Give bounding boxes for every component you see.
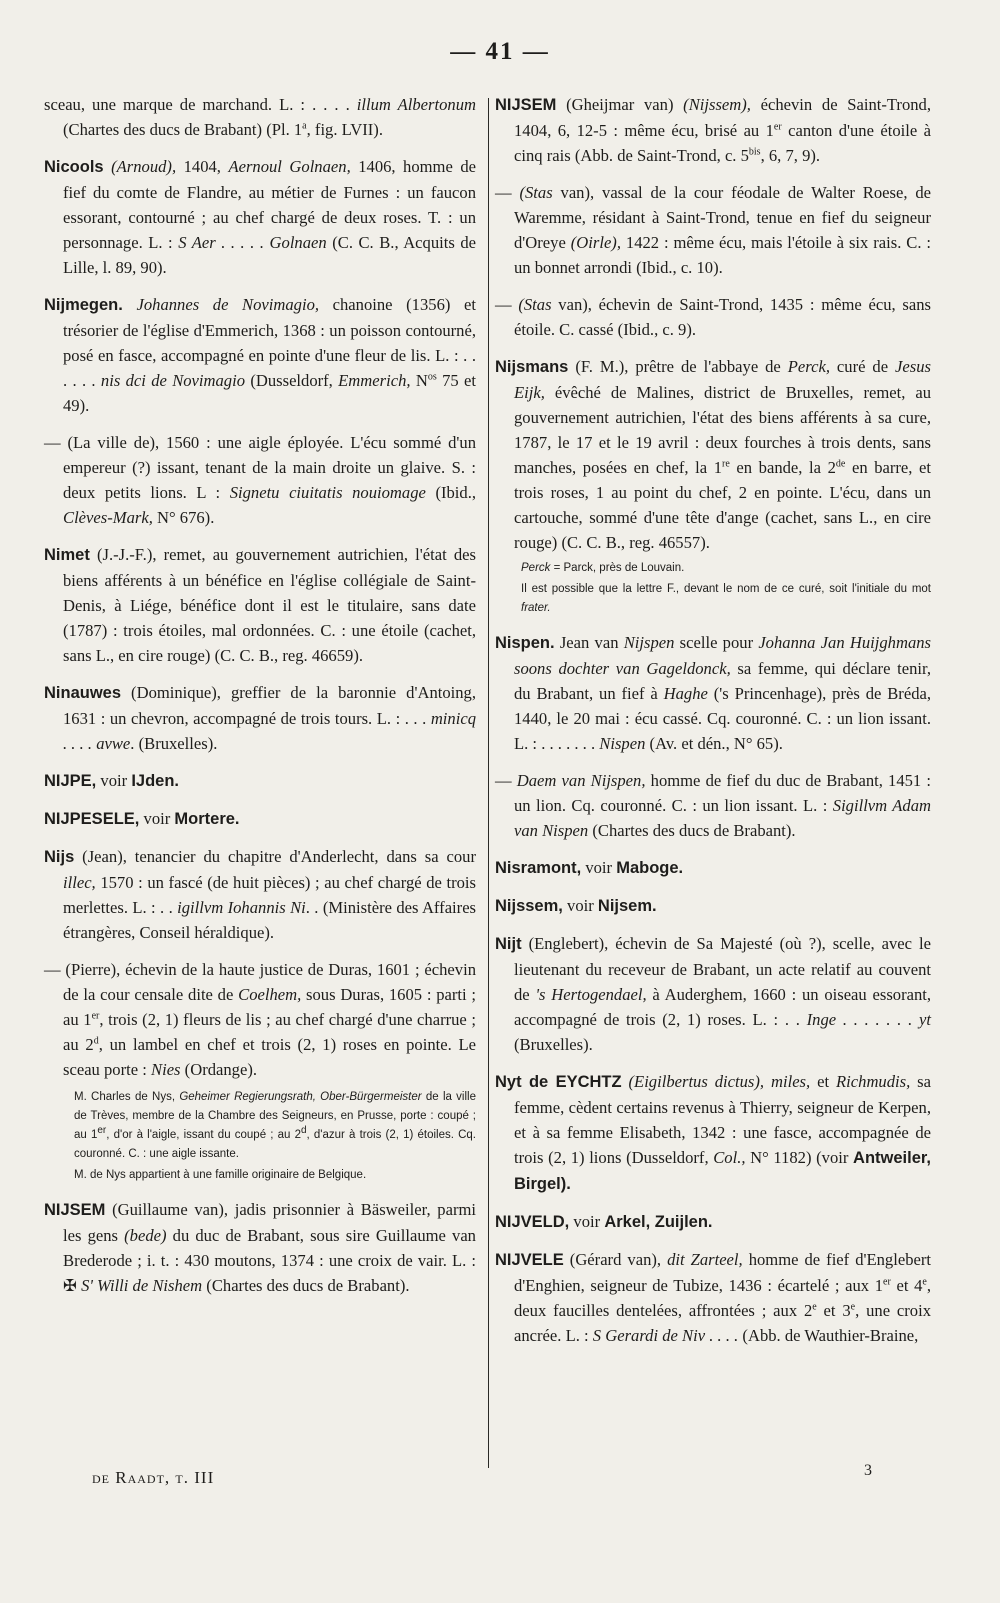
text: (Guillaume van), jadis prisonnier à Bäsweiler, parmi les gens: [63, 1200, 476, 1245]
text: —: [495, 771, 517, 790]
signature-mark: 3: [864, 1462, 872, 1479]
text: échevin de Saint-Trond, 1404, 6, 12-5 : même écu, brisé au 1: [514, 95, 931, 140]
text: Clèves-Mark,: [63, 508, 153, 527]
entry-headword: Nijmegen.: [44, 296, 123, 314]
text: (J.-J.-F.), remet, au gouvernement autrichien, l'état des biens afférents à un bénéfice en l'église collégiale de Saint-Denis, à Liége, bénéfice dont il est le titulaire, sans date (1787) : trois étoiles, mal ordonnées. C. : une étoile (cachet, sans L., en cire rouge) (C. C. B., reg. 46659).: [63, 545, 476, 665]
text: er: [883, 1276, 891, 1288]
text: (Dominique), greffier de la baronnie d'Antoing, 1631 : un chevron, accompagné de trois tours. L. : . . .: [63, 683, 476, 728]
text: ('s Princenhage), près de Bréda, 1440, le 20 mai : écu cassé. Cq. couronné. C. : un lion issant. L. : . . . . . . .: [514, 684, 932, 753]
entry-headword: NIJVELD,: [495, 1213, 570, 1231]
text: (Eigilbertus dictus), miles,: [628, 1072, 811, 1091]
text: , fig. LVII).: [306, 120, 383, 139]
text: (Gérard van),: [563, 1250, 668, 1269]
text: , 6, 7, 9).: [760, 146, 821, 165]
text: Sigillvm Adam van Nispen: [514, 796, 931, 840]
entry-nijs-pierre: [44, 957, 476, 1082]
text: van), échevin de Saint-Trond, 1435 : même écu, sans étoile. C. cassé (Ibid., c. 9).: [514, 295, 931, 339]
text: er: [91, 1010, 100, 1022]
text: , d'or à l'aigle, issant du coupé ; au 2: [106, 1129, 301, 1141]
text: et 3: [816, 1301, 851, 1320]
text: (Oirle),: [570, 233, 621, 252]
text: homme de fief d'Englebert d'Enghien, seigneur de Tubize, 1436 : écartelé ; aux 1: [514, 1250, 932, 1295]
text: (Ordange).: [180, 1060, 258, 1079]
entry-nimet: [44, 542, 476, 668]
text: Haghe: [663, 684, 708, 703]
cross-reference: IJden.: [131, 772, 179, 790]
text: . . (Ministère des Affaires étrangères, Conseil héraldique).: [63, 898, 477, 942]
text: et: [810, 1072, 837, 1091]
text: Jesus Eijk,: [514, 357, 931, 402]
text: d: [300, 1125, 307, 1137]
entry-headword: NIJSEM: [495, 96, 557, 114]
text: Il est possible que la lettre F., devant le nom de ce curé, soit l'initiale du mot: [521, 583, 931, 595]
entry-headword: Ninauwes: [44, 684, 122, 702]
text: , un lambel en chef et trois (2, 1) roses en pointe. Le sceau porte :: [63, 1035, 476, 1079]
column-divider: [488, 98, 489, 1468]
text: (Nijssem),: [683, 95, 751, 114]
text: (Bruxelles).: [514, 1035, 593, 1054]
text: (Stas: [519, 183, 553, 202]
text: canton d'une étoile à cinq rais (Abb. de Saint-Trond, c. 5: [514, 121, 931, 165]
entry-nijsmans: [495, 354, 931, 555]
text: igillvm Iohannis Ni: [177, 898, 306, 917]
text: voir: [581, 858, 617, 877]
text: curé de: [829, 357, 896, 376]
text: (Jean), tenancier du chapitre d'Anderlecht, dans sa cour: [74, 847, 476, 866]
entry-nyt-de-eychtz: [495, 1069, 931, 1197]
entry-nijsem-stas-2: [495, 292, 931, 342]
footnote: [44, 1088, 476, 1164]
entry-nijmegen: [44, 292, 476, 418]
running-footer: de Raadt, t. III: [92, 1468, 215, 1487]
entry-nicools: [44, 154, 476, 280]
text: (Dusseldorf,: [245, 371, 339, 390]
entry-nijsem-stas-1: [495, 180, 931, 280]
text: homme de fief du duc de Brabant, 1451 : un lion. Cq. couronné. C. : un lion issant. L. :: [514, 771, 931, 815]
text: illec,: [63, 873, 96, 892]
text: (Stas: [518, 295, 552, 314]
footnote: [495, 580, 931, 618]
text: (C. C. B., Acquits de Lille, l. 89, 90).: [63, 233, 477, 277]
entry-headword: Nijsmans: [495, 358, 569, 376]
text: minicq . . . . avwe: [63, 709, 476, 753]
text: —: [495, 295, 519, 314]
entry-ninauwes: [44, 680, 476, 756]
entry-headword: Nicools: [44, 158, 104, 176]
text: (F. M.), prêtre de l'abbaye de: [568, 357, 788, 376]
text: en barre, et trois roses, 1 au point du chef, 2 en pointe. L'écu, dans un cartouche, sommé d'une tête d'ange (cachet, sans L., en cire rouge) (C. C. B., reg. 46557).: [514, 458, 931, 552]
text: (Chartes des ducs de Brabant).: [202, 1276, 410, 1295]
text: nis dci de Novimagio: [100, 371, 246, 390]
text: dit Zarteel,: [667, 1250, 743, 1269]
entry-headword: Nyt de EYCHTZ: [495, 1073, 622, 1091]
text: du duc de Brabant, sous sire Guillaume van Brederode ; i. t. : 430 moutons, 1374 : une croix de vair. L. : ✠: [63, 1226, 476, 1295]
text: N: [410, 371, 428, 390]
text: scelle pour: [674, 633, 759, 652]
cross-reference: Nijsem.: [597, 897, 657, 915]
text: Perck,: [787, 357, 830, 376]
text: 1570 : un fascé (de huit pièces) ; au chef chargé de trois merlettes. L. : . .: [63, 873, 476, 917]
footnote: [44, 1166, 476, 1185]
text: er: [97, 1125, 107, 1137]
text: e: [812, 1301, 817, 1313]
entry-nijveld: [495, 1209, 931, 1235]
right-column: [495, 92, 931, 1360]
text: , deux faucilles dentelées, affrontées ; aux 2: [514, 1276, 931, 1320]
text: (bede): [124, 1226, 167, 1245]
text: 1422 : même écu, mais l'étoile à six rais. C. : un bonnet arrondi (Ibid., c. 10).: [514, 233, 931, 277]
entry-nijmegen-ville: [44, 430, 476, 530]
text: S' Willi de Nishem: [81, 1276, 203, 1295]
text: Nies: [151, 1060, 181, 1079]
text: (Gheijmar van): [556, 95, 684, 114]
text: Emmerich,: [338, 371, 411, 390]
text: M. de Nys appartient à une famille originaire de Belgique.: [74, 1169, 367, 1181]
entry-nijvele: [495, 1247, 931, 1348]
left-column: [44, 92, 476, 1310]
cross-reference: Antweiler, Birgel).: [514, 1149, 931, 1193]
entry-nijssem: [495, 893, 931, 919]
text: S Gerardi de Niv . . . .: [592, 1326, 739, 1345]
text: en bande, la 2: [729, 458, 836, 477]
entry-nispen-daem: [495, 768, 931, 843]
text: 75 et 49).: [63, 371, 476, 415]
text: voir: [139, 809, 175, 828]
text: Nijspen: [623, 633, 675, 652]
entry-headword: Nijt: [495, 935, 522, 953]
text: (Chartes des ducs de Brabant) (Pl. 1: [63, 120, 303, 139]
cross-reference: Maboge.: [616, 859, 684, 877]
text: Signetu ciuitatis nouiomage: [229, 483, 426, 502]
text: S Aer . . . . . Golnaen: [178, 233, 327, 252]
text: a: [302, 120, 307, 132]
text: Johanna Jan Huijghmans soons dochter van Gageldonck,: [514, 633, 931, 678]
text: Geheimer Regierungsrath, Ober-Bürgermeister: [179, 1091, 422, 1103]
text: de la ville de Trèves, membre de la Chambre des Seigneurs, en Prusse, porte : coupé ; au 1: [74, 1091, 476, 1141]
text: e: [922, 1276, 927, 1288]
text: (Englebert), échevin de Sa Majesté (où ?), scelle, avec le lieutenant du receveur de Brabant, un acte relatif au couvent de: [514, 934, 931, 1004]
page-number: — 41 —: [450, 38, 550, 65]
entry-headword: Nimet: [44, 546, 90, 564]
text: — (La ville de), 1560 : une aigle éployée. L'écu sommé d'un empereur (?) issant, tenant de la main droite un glaive. S. : deux petits lions. L :: [44, 433, 476, 502]
text: frater.: [521, 602, 551, 614]
entry-headword: Nisramont,: [495, 859, 582, 877]
entry-nispen: [495, 630, 931, 756]
entry-nijsem-guillaume: [44, 1197, 476, 1298]
text: Nispen: [599, 734, 646, 753]
text: , trois (2, 1) fleurs de lis ; au chef chargé d'une charrue ; au 2: [63, 1010, 476, 1054]
text: M. Charles de Nys,: [74, 1091, 180, 1103]
text: , d'azur à trois (2, 1) étoiles. Cq. couronné. C. : une aigle issante.: [74, 1129, 476, 1160]
text: (Chartes des ducs de Brabant).: [588, 821, 796, 840]
text: —: [495, 183, 520, 202]
cross-reference: Mortere.: [174, 810, 240, 828]
entry-nijpesele: [44, 806, 476, 832]
text: Coelhem,: [238, 985, 302, 1004]
text: Aernoul Golnaen,: [228, 157, 351, 176]
text: = Parck, près de Louvain.: [550, 562, 685, 574]
text: d: [93, 1035, 99, 1047]
text: os: [427, 371, 437, 383]
text: Perck: [521, 562, 551, 574]
text: . (Bruxelles).: [130, 734, 218, 753]
footnote: [495, 559, 931, 578]
text: sous Duras, 1605 : parti ; au 1: [63, 985, 476, 1029]
entry-nijpe: [44, 768, 476, 794]
entry-headword: Nijssem,: [495, 897, 563, 915]
text: voir: [96, 771, 132, 790]
text: er: [773, 121, 782, 133]
text: à Auderghem, 1660 : un oiseau essorant, accompagné de trois (2, 1) roses. L. : . .: [514, 985, 932, 1029]
text: (Arnoud),: [111, 157, 177, 176]
text: de: [835, 458, 846, 470]
text: Richmudis,: [836, 1072, 911, 1091]
text: e: [850, 1301, 856, 1313]
entry-headword: Nispen.: [495, 634, 555, 652]
entry-nijsem-gheijmar: [495, 92, 931, 168]
entry-nijs: [44, 844, 476, 945]
text: Jean van: [554, 633, 624, 652]
text: évêché de Malines, district de Bruxelles, remet, au gouvernement autrichien, l'état des biens afférents à sa cure, 1787, le 17 et le 19 avril : deux fourches à trois dents, sans manches, posées en chef, la 1: [514, 383, 931, 477]
entry-headword: NIJVELE: [495, 1251, 564, 1269]
text: et 4: [890, 1276, 923, 1295]
text: sa femme, qui déclare tenir, du Brabant, un fief à: [514, 659, 931, 703]
text: Daem van Nijspen,: [516, 771, 646, 790]
text: 's Hertogendael,: [535, 985, 647, 1004]
cross-reference: Arkel, Zuijlen.: [604, 1213, 713, 1231]
entry-nisramont: [495, 855, 931, 881]
text: voir: [569, 1212, 605, 1231]
text: — (Pierre), échevin de la haute justice de Duras, 1601 ; échevin de la cour censale dite de: [44, 960, 476, 1004]
text: Col.,: [713, 1148, 746, 1167]
entry-headword: Nijs: [44, 848, 75, 866]
text: sa femme, cèdent certains revenus à Thierry, seigneur de Kerpen, et à sa femme Elisabeth, 1342 : une fasce, accompagnée de trois (2, 1) lions (Dusseldorf,: [514, 1072, 931, 1167]
entry-headword: NIJPE,: [44, 772, 97, 790]
text: , une croix ancrée. L. :: [514, 1301, 931, 1345]
entry-nijt: [495, 931, 931, 1057]
text: bis: [748, 146, 761, 158]
text: (Ibid.,: [425, 483, 477, 502]
text: van), vassal de la cour féodale de Walter Roese, de Waremme, résidant à Saint-Trond, tenue en fief du seigneur d'Oreye: [514, 183, 931, 252]
text: 1406, homme de fief du comte de Flandre, au métier de Furnes : un faucon essorant, contourné ; au chef chargé de deux roses. T. : un personnage. L. :: [63, 157, 476, 252]
text: Johannes de Novimagio,: [136, 295, 320, 314]
text: N° 1182) (voir: [745, 1148, 854, 1167]
entry-headword: NIJSEM: [44, 1201, 106, 1219]
text: [622, 1072, 629, 1091]
text: re: [722, 458, 730, 470]
entry-continuation: [44, 92, 476, 142]
text: (Av. et dén., N° 65).: [645, 734, 783, 753]
text: voir: [562, 896, 598, 915]
text: (Abb. de Wauthier-Braine,: [738, 1326, 919, 1345]
text: chanoine (1356) et trésorier de l'église d'Emmerich, 1368 : un poisson contourné, posé en fasce, accompagné en pointe d'une fleur de lis. L. : . . . . . .: [63, 295, 476, 390]
text: 1404,: [176, 157, 229, 176]
text: Inge . . . . . . . yt: [806, 1010, 931, 1029]
text: sceau, une marque de marchand. L. : . . . .: [44, 95, 357, 114]
entry-headword: NIJPESELE,: [44, 810, 140, 828]
text: N° 676).: [152, 508, 215, 527]
text: illum Albertonum: [356, 95, 476, 114]
